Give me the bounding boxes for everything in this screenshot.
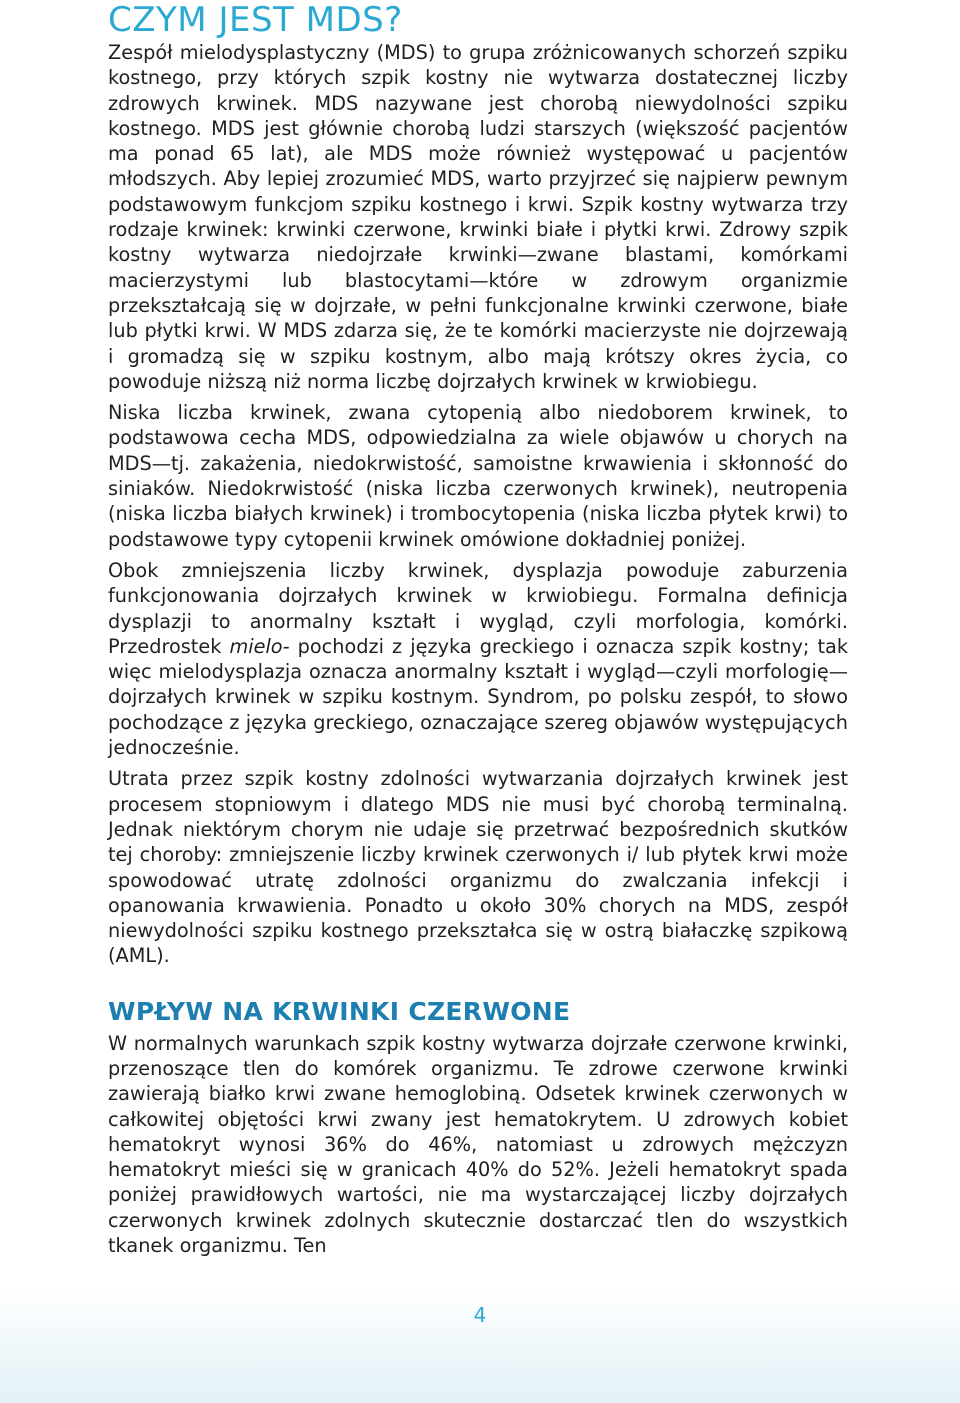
page-number: 4 [473, 1303, 487, 1327]
section-title-red-cells: WPŁYW NA KRWINKI CZERWONE [108, 996, 571, 1026]
paragraph-dysplasia [108, 558, 848, 760]
page-content [108, 0, 848, 1264]
paragraph-red-cells: W normalnych warunkach szpik kostny wytwarza dojrzałe czerwone krwinki, przenoszące tlen do komórek organizmu. Te zdrowe czerwone krwinki zawierają białko krwi zwane hemoglobiną. Odsetek krwinek czerwonych w całkowitej objętości krwi zwany jest hematokrytem. U zdrowych kobiet hematokryt wynosi 36% do 46%, natomiast u zdrowych mężczyzn hematokryt mieści się w granicach 40% do 52%. Jeżeli hematokryt spada poniżej prawidłowych wartości, nie ma wystarczającej liczby dojrzałych czerwonych krwinek zdolnych skutecznie dostarczać tlen do wszystkich tkanek organizmu. Ten [108, 1031, 848, 1258]
paragraph-intro: Zespół mielodysplastyczny (MDS) to grupa zróżnicowanych schorzeń szpiku kostnego, przy których szpik kostny nie wytwarza dostatecznej liczby zdrowych krwinek. MDS nazywane jest chorobą niewydolności szpiku kostnego. MDS jest głównie chorobą ludzi starszych (większość pacjentów ma ponad 65 lat), ale MDS może również występować u pacjentów młodszych. Aby lepiej zrozumieć MDS, warto przyjrzeć się najpierw pewnym podstawowym funkcjom szpiku kostnego i krwi. Szpik kostny wytwarza trzy rodzaje krwinek: krwinki czerwone, krwinki białe i płytki krwi. Zdrowy szpik kostny wytwarza niedojrzałe krwinki—zwane blastami, komórkami macierzystymi lub blastocytami—które w zdrowym organizmie przekształcają się w dojrzałe, w pełni funkcjonalne krwinki czerwone, białe lub płytki krwi. W MDS zdarza się, że te komórki macierzyste nie dojrzewają i gromadzą się w szpiku kostnym, albo mają krótszy okres życia, co powoduje niższą niż norma liczbę dojrzałych krwinek w krwiobiegu. [108, 41, 848, 393]
page-title: CZYM JEST MDS? [108, 0, 403, 40]
paragraph-progression: Utrata przez szpik kostny zdolności wytwarzania dojrzałych krwinek jest procesem stopniowym i dlatego MDS nie musi być chorobą terminalną. Jednak niektórym chorym nie udaje się przetrwać bezpośrednich skutków tej choroby: zmniejszenie liczby krwinek czerwonych i/ lub płytek krwi może spowodować utratę zdolności organizmu do zwalczania infekcji i opanowania krwawienia. Ponadto u około 30% chorych na MDS, zespół niewydolności szpiku kostnego przekształca się w ostrą białaczkę szpikową (AML). [108, 767, 848, 968]
paragraph-dysplasia-text-start: Obok zmniejszenia liczby krwinek, dysplazja powoduje zaburzenia funkcjonowania dojrzałych krwinek w krwiobiegu. Formalna definicja dysplazji to anormalny kształt i wygląd, czyli morfologia, komórki. Przedrostek [108, 558, 848, 658]
paragraph-dysplasia-text-end: pochodzi z języka greckiego i oznacza szpik kostny; tak więc mielodysplazja oznacza anormalny kształt i wygląd—czyli morfologię—dojrzałych krwinek w szpiku kostnym. Syndrom, po polsku zespół, to słowo pochodzące z języka greckiego, oznaczające szereg objawów występujących jednocześnie. [108, 634, 848, 760]
prefix-mielo: mielo- [229, 634, 290, 658]
paragraph-cytopenia: Niska liczba krwinek, zwana cytopenią albo niedoborem krwinek, to podstawowa cecha MDS, odpowiedzialna za wiele objawów u chorych na MDS—tj. zakażenia, niedokrwistość, samoistne krwawienia i skłonność do siniaków. Niedokrwistość (niska liczba czerwonych krwinek), neutropenia (niska liczba białych krwinek) i trombocytopenia (niska liczba płytek krwi) to podstawowe typy cytopenii krwinek omówione dokładniej poniżej. [108, 401, 848, 551]
